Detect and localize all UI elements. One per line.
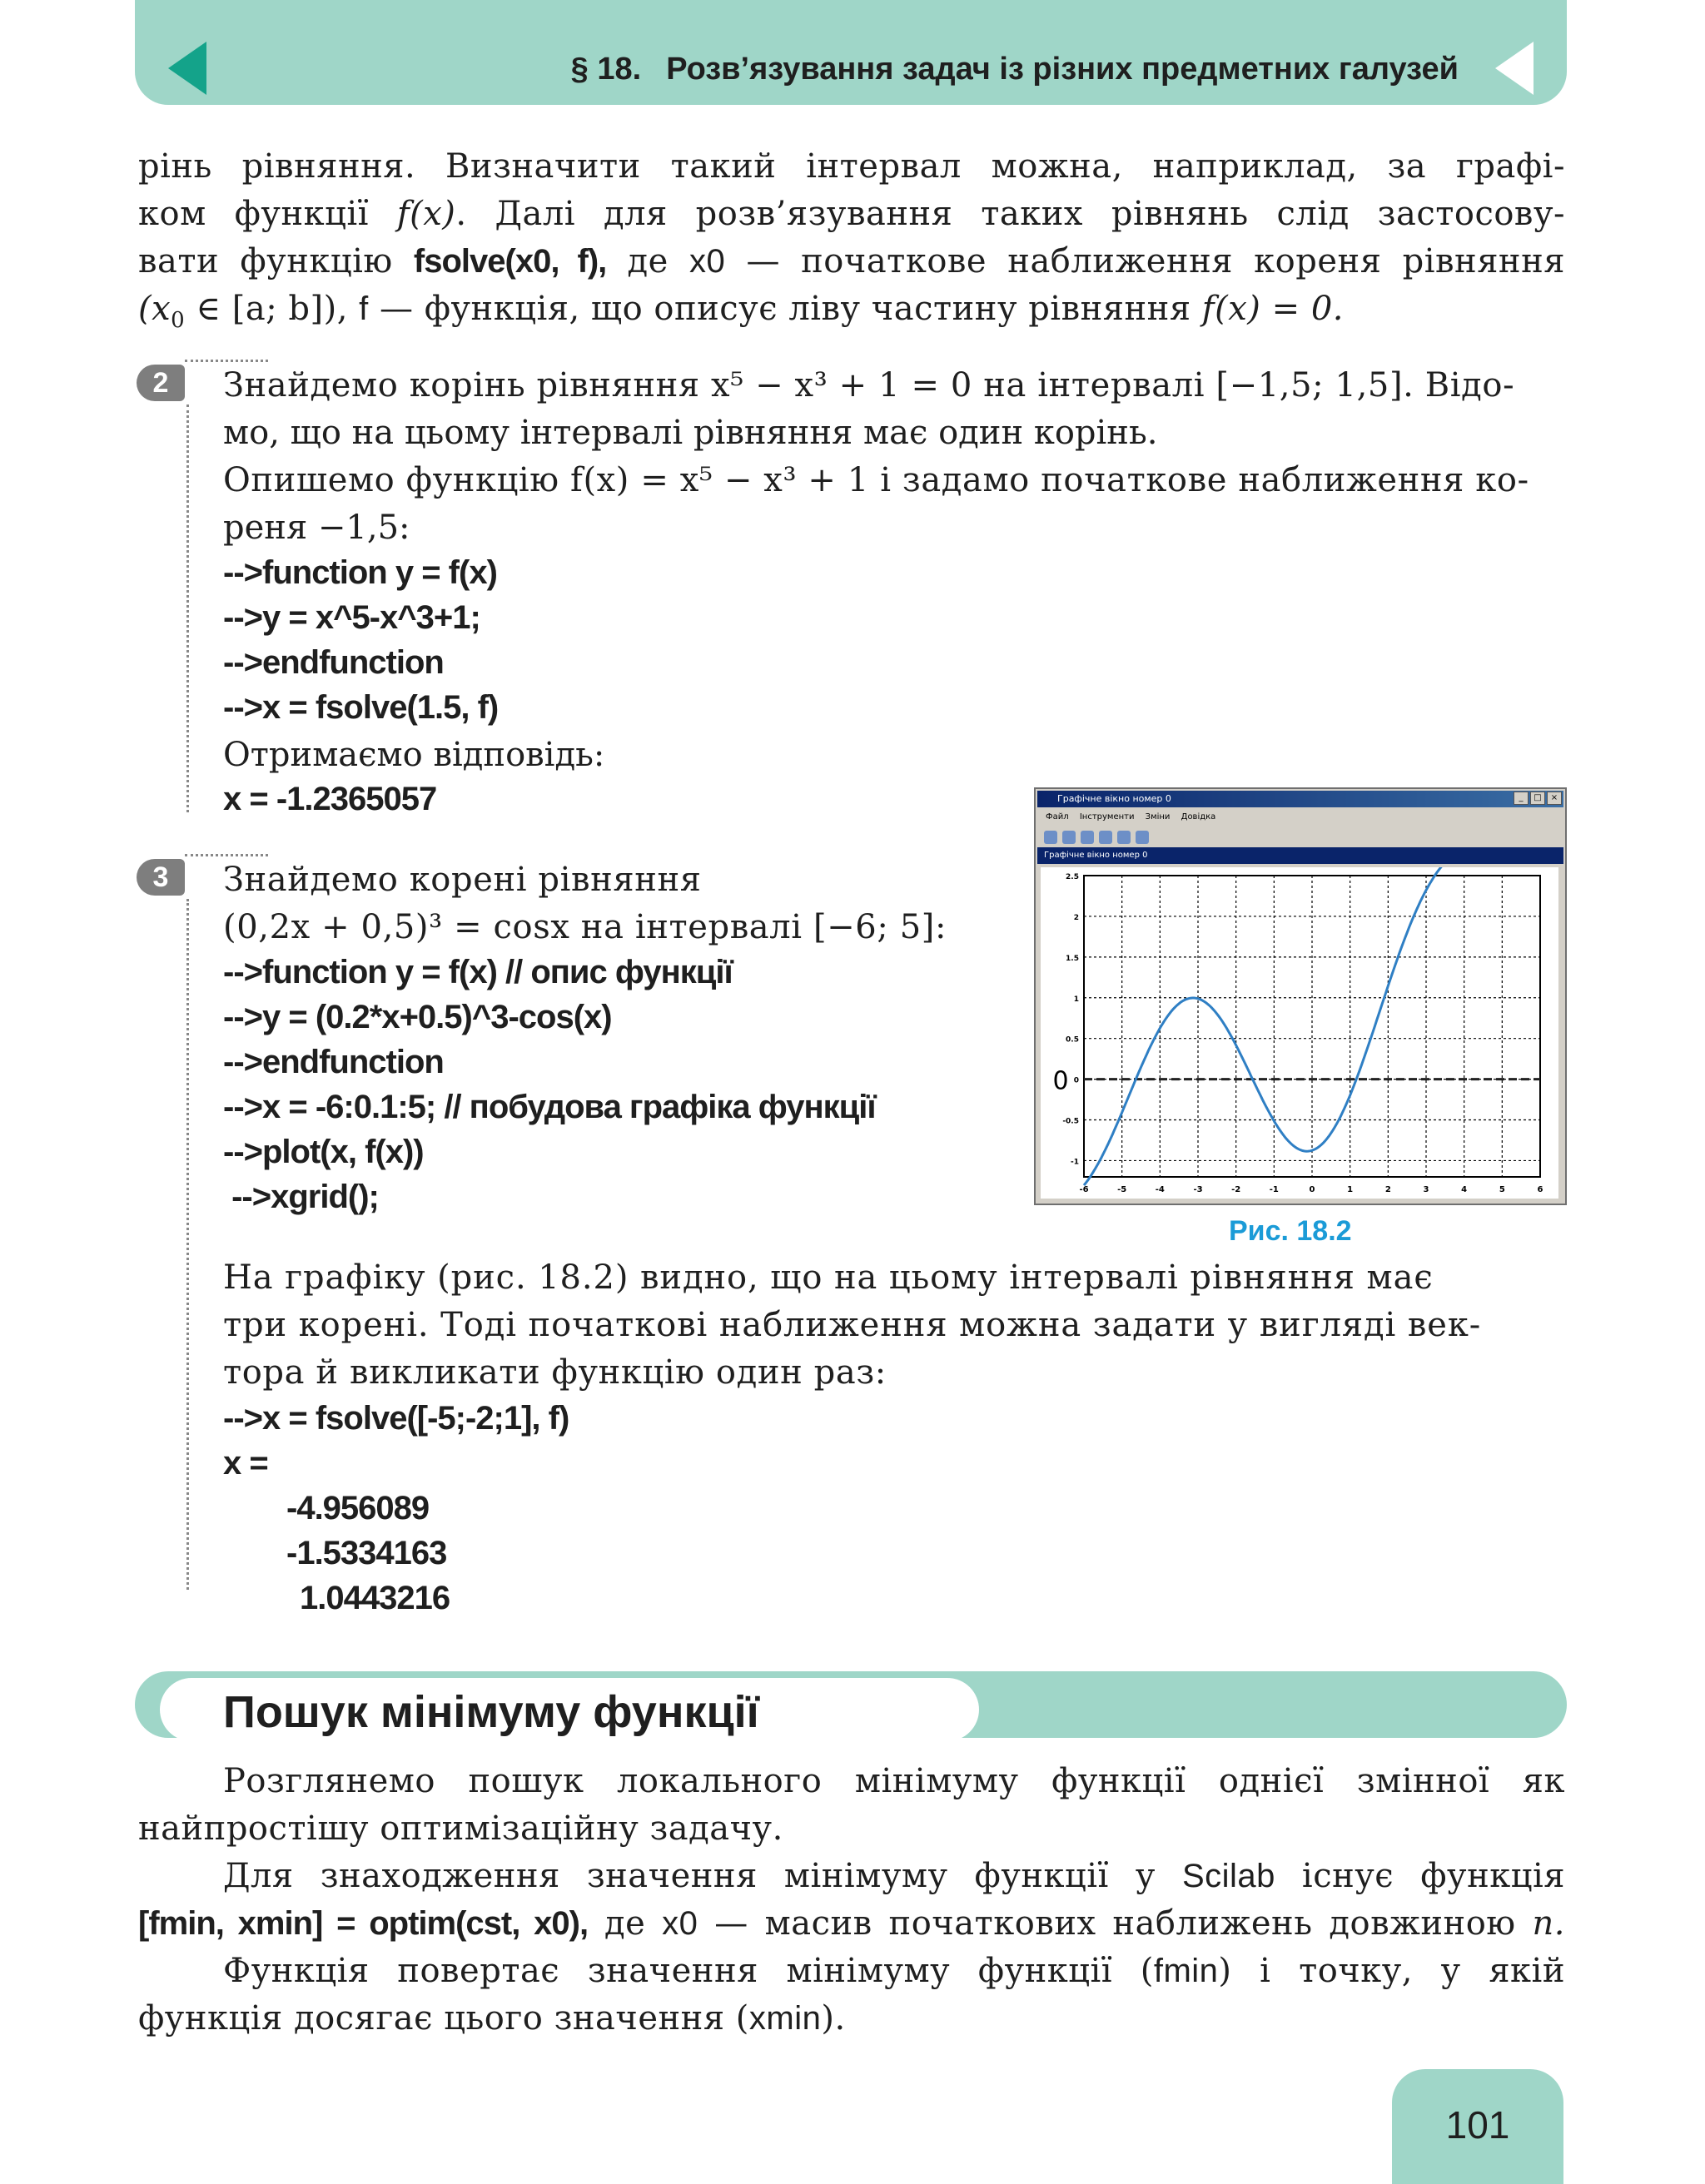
min-xmin: xmin bbox=[748, 2000, 822, 2037]
min-text-1b: найпростішу оптимізаційну задачу. bbox=[138, 1809, 783, 1848]
min-fmin: fmin bbox=[1153, 1953, 1219, 1989]
min-line-6 bbox=[138, 1995, 1565, 2043]
intro-text-1: рінь рівняння. Визначити такий інтервал можна, наприклад, за графі- bbox=[138, 147, 1565, 186]
min-text-2c: де bbox=[588, 1904, 663, 1943]
prev-arrow-icon[interactable] bbox=[168, 42, 206, 95]
y-tick-label: 0 bbox=[1073, 1076, 1079, 1085]
ex3-marker: 3 bbox=[137, 859, 185, 896]
min-text-2d: — масив початкових наближень довжиною bbox=[698, 1904, 1533, 1943]
min-text-2a: Для знаходження значення мінімуму функції у bbox=[223, 1857, 1182, 1895]
y-tick-label: 1 bbox=[1073, 995, 1079, 1004]
header-title-text: Розв’язування задач із різних предметних галузей bbox=[666, 52, 1459, 87]
ex2-text-2: мо, що на цьому інтервалі рівняння має один корінь. bbox=[223, 414, 1158, 452]
min-optim-code: [fmin, xmin] = optim(cst, x0), bbox=[138, 1905, 589, 1942]
menu-tools[interactable]: Інструменти bbox=[1079, 812, 1135, 821]
ex2-text-4: реня −1,5: bbox=[223, 509, 410, 547]
plot-area bbox=[1041, 867, 1558, 1199]
zoom-out-icon[interactable] bbox=[1081, 831, 1094, 844]
x-tick-label: 5 bbox=[1499, 1185, 1505, 1194]
intro-text-3c: — початкове наближення кореня рівняння bbox=[725, 242, 1565, 280]
maximize-icon[interactable]: □ bbox=[1530, 792, 1545, 805]
ex3-result-3: 1.0443216 bbox=[300, 1580, 450, 1616]
datatip-icon[interactable] bbox=[1117, 831, 1131, 844]
x-tick-label: 3 bbox=[1423, 1185, 1429, 1194]
y-tick-label: -0.5 bbox=[1062, 1117, 1079, 1126]
zero-label: 0 bbox=[1052, 1066, 1069, 1096]
ex3-result-1: -4.956089 bbox=[286, 1490, 430, 1526]
y-tick-label: 2 bbox=[1073, 913, 1079, 922]
min-text-1a: Розглянемо пошук локального мінімуму функції однієї змінної як bbox=[223, 1762, 1565, 1800]
intro-fsolve-code: fsolve(x0, f), bbox=[413, 243, 607, 280]
page-number-tab bbox=[1392, 2069, 1563, 2184]
intro-x0: x0 bbox=[689, 243, 726, 280]
min-line-2 bbox=[138, 1805, 1565, 1853]
window-menubar bbox=[1037, 809, 1563, 826]
min-text-2b: існує функція bbox=[1275, 1857, 1565, 1895]
page-number: 101 bbox=[1445, 2103, 1510, 2147]
x-tick-label: 4 bbox=[1461, 1185, 1468, 1194]
ex2-code-4: -->x = fsolve(1.5, f) bbox=[223, 689, 499, 726]
window-controls bbox=[1514, 792, 1562, 805]
section-header bbox=[135, 1671, 1567, 1738]
ex2-text-3: Опишемо функцію f(x) = x⁵ − x³ + 1 і задамо початкове наближення ко- bbox=[223, 461, 1529, 499]
intro-text-2a: ком функції bbox=[138, 195, 397, 233]
ex2-text-5: Отримаємо відповідь: bbox=[223, 736, 605, 774]
graphics-window bbox=[1034, 787, 1567, 1205]
intro-text-4c: — функція, що описує ліву частину рівняння bbox=[368, 290, 1202, 328]
ex2-code-2: -->y = x^5-x^3+1; bbox=[223, 599, 480, 636]
min-text-3d: ). bbox=[821, 1999, 846, 2038]
x-tick-label: -6 bbox=[1079, 1185, 1089, 1194]
ex2-divider bbox=[185, 360, 268, 362]
ex3-text-1: Знайдемо корені рівняння bbox=[223, 861, 702, 899]
intro-x: (x bbox=[138, 290, 171, 328]
header-title bbox=[571, 52, 1459, 87]
menu-file[interactable]: Файл bbox=[1046, 812, 1069, 821]
ex3-code-1: -->function y = f(x) // опис функції bbox=[223, 954, 733, 990]
min-scilab: Scilab bbox=[1181, 1858, 1275, 1894]
x-tick-label: -2 bbox=[1231, 1185, 1241, 1194]
intro-paragraph bbox=[138, 143, 1565, 345]
ex3-text-5: тора й викликати функцію один раз: bbox=[223, 1353, 887, 1392]
select-icon[interactable] bbox=[1099, 831, 1112, 844]
min-n: n. bbox=[1532, 1904, 1565, 1943]
intro-sub0: 0 bbox=[171, 308, 186, 333]
ex3-code-6: -->xgrid(); bbox=[223, 1179, 379, 1215]
min-paragraph bbox=[138, 1758, 1565, 2043]
x-tick-label: -1 bbox=[1269, 1185, 1279, 1194]
ex2-code-5: x = -1.2365057 bbox=[223, 781, 437, 817]
min-line-3 bbox=[138, 1853, 1565, 1900]
window-titlebar: Графічне вікно номер 0 bbox=[1037, 791, 1563, 807]
ex3-bracket bbox=[186, 899, 189, 1590]
x-tick-label: -5 bbox=[1117, 1185, 1127, 1194]
intro-line-4 bbox=[138, 285, 1565, 345]
x-tick-label: 6 bbox=[1537, 1185, 1543, 1194]
intro-line-3 bbox=[138, 238, 1565, 285]
rotate-icon[interactable] bbox=[1044, 831, 1057, 844]
ex3-code-3: -->endfunction bbox=[223, 1044, 444, 1080]
menu-edit[interactable]: Зміни bbox=[1145, 812, 1171, 821]
x-tick-label: 0 bbox=[1309, 1185, 1315, 1194]
min-x0: x0 bbox=[662, 1905, 698, 1942]
function-chart bbox=[1041, 867, 1558, 1199]
min-text-3b: ) і точку, у якій bbox=[1218, 1952, 1566, 1990]
min-text-3a: Функція повертає значення мінімуму функції ( bbox=[223, 1952, 1154, 1990]
ex3-code-4: -->x = -6:0.1:5; // побудова графіка функції bbox=[223, 1089, 876, 1125]
ex2-code-3: -->endfunction bbox=[223, 644, 444, 681]
intro-text-3a: вати функцію bbox=[138, 242, 414, 280]
intro-interval: ∈ [a; b]), bbox=[185, 290, 360, 328]
intro-line-1 bbox=[138, 143, 1565, 191]
ex2-code-1: -->function y = f(x) bbox=[223, 554, 497, 591]
y-tick-label: 2.5 bbox=[1066, 873, 1079, 881]
x-tick-label: -3 bbox=[1193, 1185, 1203, 1194]
x-tick-label: -4 bbox=[1155, 1185, 1165, 1194]
figure-caption: Рис. 18.2 bbox=[1229, 1215, 1352, 1247]
ex3-result-2: -1.5334163 bbox=[286, 1535, 447, 1571]
min-text-3c: функція досягає цього значення ( bbox=[138, 1999, 749, 2038]
min-line-5 bbox=[138, 1948, 1565, 1995]
next-arrow-icon[interactable] bbox=[1495, 42, 1534, 95]
ex2-text-1: Знайдемо корінь рівняння x⁵ − x³ + 1 = 0 на інтервалі [−1,5; 1,5]. Відо- bbox=[223, 366, 1515, 405]
y-tick-label: 0.5 bbox=[1066, 1035, 1079, 1045]
intro-equation: f(x) = 0. bbox=[1201, 290, 1344, 328]
min-line-4 bbox=[138, 1900, 1565, 1948]
menu-help[interactable]: Довідка bbox=[1181, 812, 1216, 821]
close-icon[interactable]: × bbox=[1547, 792, 1562, 805]
figure-inner-title: Графічне вікно номер 0 bbox=[1037, 847, 1563, 864]
ex3-text-2: (0,2x + 0,5)³ = cosx на інтервалі [−6; 5]: bbox=[223, 908, 947, 946]
intro-text-3b: де bbox=[606, 242, 689, 280]
ex3-code-8: x = bbox=[223, 1445, 268, 1482]
help-icon[interactable] bbox=[1136, 831, 1149, 844]
intro-fx: f(x) bbox=[396, 195, 456, 233]
intro-f: f bbox=[359, 290, 369, 327]
ex2-bracket bbox=[186, 405, 189, 812]
min-line-1 bbox=[138, 1758, 1565, 1805]
ex3-divider bbox=[185, 854, 268, 856]
ex3-text-3: На графіку (рис. 18.2) видно, що на цьому інтервалі рівняння має bbox=[223, 1258, 1434, 1297]
ex3-text-4: три корені. Тоді початкові наближення можна задати у вигляді век- bbox=[223, 1306, 1482, 1344]
ex2-marker: 2 bbox=[137, 365, 185, 401]
ex3-code-2: -->y = (0.2*x+0.5)^3-cos(x) bbox=[223, 999, 612, 1035]
minimize-icon[interactable]: _ bbox=[1514, 792, 1529, 805]
page-header bbox=[135, 0, 1567, 105]
x-tick-label: 1 bbox=[1347, 1185, 1354, 1194]
y-tick-label: 1.5 bbox=[1066, 954, 1079, 963]
ex3-code-7: -->x = fsolve([-5;-2;1], f) bbox=[223, 1400, 569, 1437]
intro-text-2b: . Далі для розв’язування таких рівнянь слід застосову- bbox=[455, 195, 1565, 233]
intro-line-2 bbox=[138, 191, 1565, 238]
section-title: Пошук мінімуму функції bbox=[223, 1687, 759, 1737]
y-tick-label: -1 bbox=[1071, 1158, 1079, 1167]
ex3-code-5: -->plot(x, f(x)) bbox=[223, 1134, 424, 1170]
section-number: § 18. bbox=[570, 52, 642, 87]
window-toolbar bbox=[1037, 827, 1563, 847]
x-tick-label: 2 bbox=[1384, 1185, 1391, 1194]
zoom-in-icon[interactable] bbox=[1062, 831, 1076, 844]
